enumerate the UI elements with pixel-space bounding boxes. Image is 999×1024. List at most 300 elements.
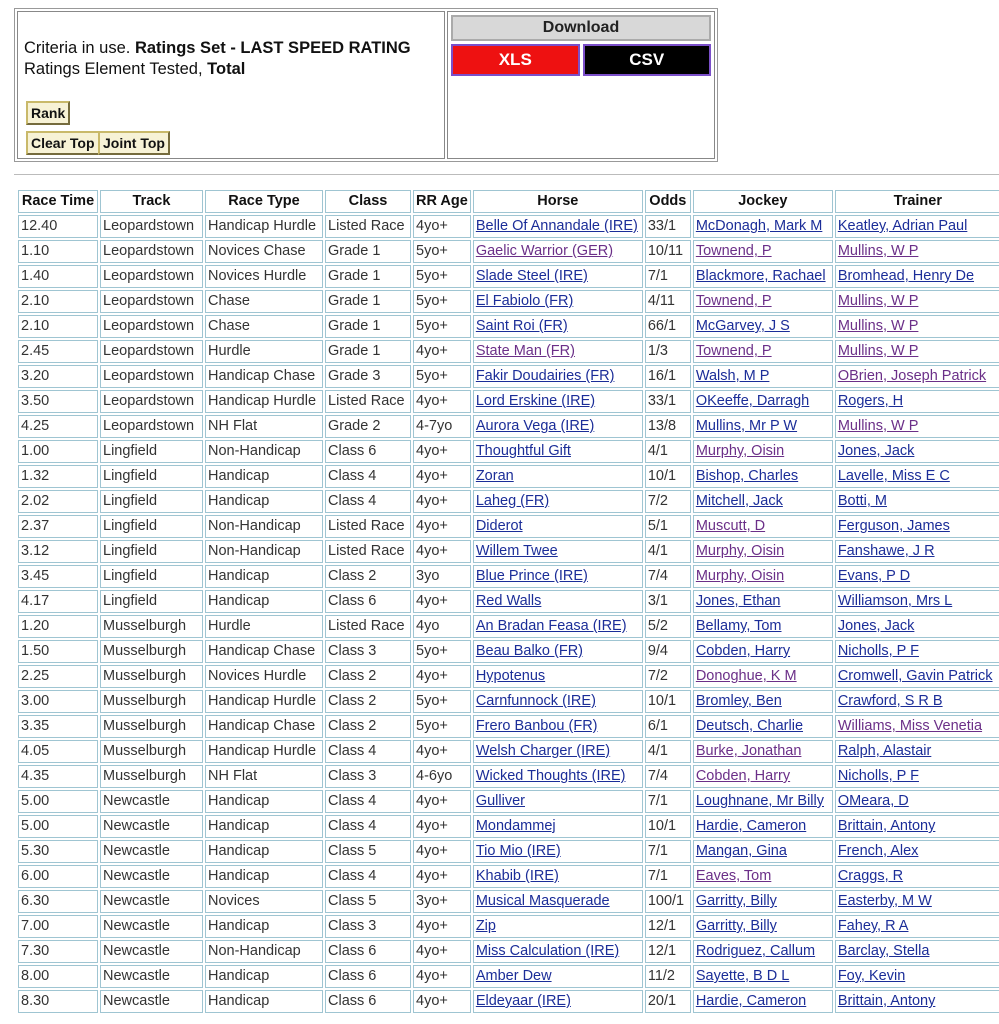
jockey-link[interactable]: Bishop, Charles: [695, 468, 799, 484]
trainer-link[interactable]: Jones, Jack: [837, 443, 915, 459]
jockey-cell: [693, 690, 833, 713]
race-type-cell: Handicap: [205, 490, 323, 513]
odds-cell: 66/1: [645, 315, 691, 338]
track-cell: Leopardstown: [100, 340, 203, 363]
jockey-link[interactable]: McDonagh, Mark M: [695, 218, 823, 234]
trainer-link[interactable]: Crawford, S R B: [837, 693, 943, 709]
jockey-link[interactable]: Mullins, Mr P W: [695, 418, 798, 434]
class-cell: Class 4: [325, 815, 411, 838]
horse-link[interactable]: Saint Roi (FR): [475, 318, 568, 334]
race-type-cell: Handicap Chase: [205, 365, 323, 388]
download-title: Download: [451, 15, 711, 41]
horse-cell: [473, 715, 643, 738]
jockey-cell: [693, 515, 833, 538]
download-box: [447, 11, 715, 159]
class-cell: Class 5: [325, 890, 411, 913]
horse-cell: [473, 565, 643, 588]
trainer-link[interactable]: Brittain, Antony: [837, 993, 936, 1009]
race-type-cell: Handicap Hurdle: [205, 690, 323, 713]
race-time-cell: 2.10: [18, 315, 98, 338]
race-time-cell: 5.00: [18, 790, 98, 813]
horse-link[interactable]: Khabib (IRE): [475, 868, 559, 884]
horse-cell: [473, 965, 643, 988]
rr-age-cell: 4yo+: [413, 665, 471, 688]
odds-cell: 1/3: [645, 340, 691, 363]
trainer-cell: [835, 315, 999, 338]
table-row: [18, 615, 999, 638]
track-cell: Leopardstown: [100, 240, 203, 263]
csv-download-button[interactable]: CSV: [583, 44, 712, 76]
track-cell: Leopardstown: [100, 215, 203, 238]
trainer-link[interactable]: Mullins, W P: [837, 418, 919, 434]
trainer-link[interactable]: Mullins, W P: [837, 318, 919, 334]
race-type-cell: Handicap: [205, 840, 323, 863]
jockey-link[interactable]: Townend, P: [695, 243, 772, 259]
track-cell: Lingfield: [100, 540, 203, 563]
jockey-link[interactable]: Hardie, Cameron: [695, 993, 807, 1009]
jockey-link[interactable]: Sayette, B D L: [695, 968, 790, 984]
horse-cell: [473, 315, 643, 338]
track-cell: Musselburgh: [100, 765, 203, 788]
xls-download-button[interactable]: XLS: [451, 44, 580, 76]
trainer-link[interactable]: Lavelle, Miss E C: [837, 468, 950, 484]
trainer-link[interactable]: OBrien, Joseph Patrick: [837, 368, 987, 384]
odds-cell: 7/4: [645, 765, 691, 788]
trainer-link[interactable]: Cromwell, Gavin Patrick: [837, 668, 993, 684]
track-cell: Newcastle: [100, 790, 203, 813]
horse-link[interactable]: Laheg (FR): [475, 493, 550, 509]
jockey-cell: [693, 990, 833, 1013]
jockey-link[interactable]: Bellamy, Tom: [695, 618, 782, 634]
trainer-link[interactable]: Williams, Miss Venetia: [837, 718, 983, 734]
table-row: [18, 590, 999, 613]
horse-link[interactable]: State Man (FR): [475, 343, 575, 359]
horse-link[interactable]: El Fabiolo (FR): [475, 293, 574, 309]
jockey-cell: [693, 365, 833, 388]
race-type-cell: Handicap: [205, 590, 323, 613]
horse-link[interactable]: Musical Masquerade: [475, 893, 610, 909]
rr-age-cell: 4yo+: [413, 590, 471, 613]
rr-age-cell: 4yo+: [413, 815, 471, 838]
race-type-cell: Hurdle: [205, 615, 323, 638]
horse-cell: [473, 640, 643, 663]
rr-age-cell: 4yo+: [413, 390, 471, 413]
race-type-cell: Handicap Hurdle: [205, 740, 323, 763]
horse-cell: [473, 990, 643, 1013]
trainer-cell: [835, 540, 999, 563]
race-type-cell: Handicap: [205, 565, 323, 588]
class-cell: Class 3: [325, 915, 411, 938]
horse-link[interactable]: Carnfunnock (IRE): [475, 693, 596, 709]
table-row: [18, 465, 999, 488]
race-time-cell: 3.45: [18, 565, 98, 588]
trainer-cell: [835, 565, 999, 588]
column-header-race-time: Race Time: [18, 190, 98, 213]
table-row: [18, 215, 999, 238]
class-cell: Class 2: [325, 715, 411, 738]
race-type-cell: Novices: [205, 890, 323, 913]
horse-link[interactable]: An Bradan Feasa (IRE): [475, 618, 627, 634]
odds-cell: 4/1: [645, 540, 691, 563]
jockey-cell: [693, 965, 833, 988]
jockey-link[interactable]: Cobden, Harry: [695, 643, 791, 659]
trainer-link[interactable]: Keatley, Adrian Paul: [837, 218, 968, 234]
trainer-cell: [835, 440, 999, 463]
trainer-link[interactable]: Rogers, H: [837, 393, 904, 409]
class-cell: Grade 1: [325, 290, 411, 313]
jockey-link[interactable]: Eaves, Tom: [695, 868, 772, 884]
trainer-link[interactable]: Mullins, W P: [837, 293, 919, 309]
jockey-cell: [693, 540, 833, 563]
race-type-cell: Handicap: [205, 965, 323, 988]
horse-cell: [473, 465, 643, 488]
race-type-cell: Handicap: [205, 990, 323, 1013]
table-row: [18, 890, 999, 913]
jockey-link[interactable]: Muscutt, D: [695, 518, 766, 534]
rr-age-cell: 4yo+: [413, 340, 471, 363]
horse-link[interactable]: Amber Dew: [475, 968, 552, 984]
class-cell: Class 2: [325, 690, 411, 713]
trainer-cell: [835, 365, 999, 388]
horse-link[interactable]: Frero Banbou (FR): [475, 718, 598, 734]
horse-link[interactable]: Hypotenus: [475, 668, 546, 684]
odds-cell: 7/1: [645, 265, 691, 288]
odds-cell: 7/2: [645, 665, 691, 688]
track-cell: Leopardstown: [100, 390, 203, 413]
race-time-cell: 6.30: [18, 890, 98, 913]
rr-age-cell: 4yo+: [413, 940, 471, 963]
horse-cell: [473, 740, 643, 763]
jockey-cell: [693, 915, 833, 938]
trainer-link[interactable]: Mullins, W P: [837, 243, 919, 259]
jockey-link[interactable]: Jones, Ethan: [695, 593, 781, 609]
jockey-link[interactable]: Bromley, Ben: [695, 693, 782, 709]
column-header-rr-age: RR Age: [413, 190, 471, 213]
track-cell: Musselburgh: [100, 740, 203, 763]
column-header-class: Class: [325, 190, 411, 213]
clear-top-button[interactable]: Clear Top: [26, 131, 100, 155]
race-type-cell: Chase: [205, 290, 323, 313]
jockey-link[interactable]: Walsh, M P: [695, 368, 770, 384]
track-cell: Newcastle: [100, 965, 203, 988]
track-cell: Musselburgh: [100, 715, 203, 738]
jockey-link[interactable]: Townend, P: [695, 293, 772, 309]
horse-cell: [473, 490, 643, 513]
trainer-link[interactable]: Craggs, R: [837, 868, 904, 884]
rr-age-cell: 4yo: [413, 615, 471, 638]
horse-link[interactable]: Aurora Vega (IRE): [475, 418, 595, 434]
odds-cell: 10/1: [645, 690, 691, 713]
ratings-set-label: Ratings Set - LAST SPEED RATING: [134, 39, 411, 57]
jockey-cell: [693, 465, 833, 488]
race-type-cell: Handicap: [205, 865, 323, 888]
race-type-cell: Hurdle: [205, 340, 323, 363]
joint-top-button[interactable]: Joint Top: [98, 131, 170, 155]
trainer-cell: [835, 765, 999, 788]
track-cell: Newcastle: [100, 815, 203, 838]
column-header-trainer: Trainer: [835, 190, 999, 213]
trainer-cell: [835, 690, 999, 713]
jockey-cell: [693, 615, 833, 638]
rr-age-cell: 4yo+: [413, 515, 471, 538]
jockey-link[interactable]: Murphy, Oisin: [695, 568, 785, 584]
table-row: [18, 490, 999, 513]
jockey-link[interactable]: Hardie, Cameron: [695, 818, 807, 834]
jockey-link[interactable]: Burke, Jonathan: [695, 743, 802, 759]
horse-link[interactable]: Gaelic Warrior (GER): [475, 243, 614, 259]
race-type-cell: NH Flat: [205, 765, 323, 788]
trainer-link[interactable]: Easterby, M W: [837, 893, 932, 909]
rr-age-cell: 4-6yo: [413, 765, 471, 788]
horse-link[interactable]: Fakir Doudairies (FR): [475, 368, 615, 384]
odds-cell: 10/1: [645, 815, 691, 838]
horse-cell: [473, 840, 643, 863]
trainer-link[interactable]: Ferguson, James: [837, 518, 950, 534]
horse-link[interactable]: Gulliver: [475, 793, 525, 809]
table-row: [18, 540, 999, 563]
horse-link[interactable]: Belle Of Annandale (IRE): [475, 218, 638, 234]
jockey-cell: [693, 440, 833, 463]
class-cell: Class 6: [325, 990, 411, 1013]
horse-cell: [473, 265, 643, 288]
horse-link[interactable]: Miss Calculation (IRE): [475, 943, 620, 959]
rr-age-cell: 4yo+: [413, 490, 471, 513]
track-cell: Leopardstown: [100, 265, 203, 288]
horse-link[interactable]: Zoran: [475, 468, 514, 484]
jockey-link[interactable]: Rodriguez, Callum: [695, 943, 816, 959]
jockey-link[interactable]: Donoghue, K M: [695, 668, 797, 684]
horse-link[interactable]: Eldeyaar (IRE): [475, 993, 571, 1009]
trainer-cell: [835, 340, 999, 363]
track-cell: Newcastle: [100, 940, 203, 963]
race-time-cell: 7.30: [18, 940, 98, 963]
jockey-cell: [693, 490, 833, 513]
trainer-link[interactable]: Botti, M: [837, 493, 887, 509]
jockey-link[interactable]: Mitchell, Jack: [695, 493, 783, 509]
trainer-link[interactable]: French, Alex: [837, 843, 919, 859]
trainer-link[interactable]: Fahey, R A: [837, 918, 909, 934]
trainer-link[interactable]: Foy, Kevin: [837, 968, 906, 984]
class-cell: Class 6: [325, 940, 411, 963]
horse-link[interactable]: Blue Prince (IRE): [475, 568, 588, 584]
class-cell: Class 6: [325, 440, 411, 463]
table-row: [18, 515, 999, 538]
jockey-cell: [693, 315, 833, 338]
jockey-link[interactable]: OKeeffe, Darragh: [695, 393, 810, 409]
horse-cell: [473, 690, 643, 713]
horse-link[interactable]: Willem Twee: [475, 543, 558, 559]
odds-cell: 4/1: [645, 740, 691, 763]
trainer-cell: [835, 615, 999, 638]
trainer-link[interactable]: Nicholls, P F: [837, 643, 919, 659]
table-header-row: [18, 190, 999, 213]
odds-cell: 12/1: [645, 940, 691, 963]
race-time-cell: 3.35: [18, 715, 98, 738]
horse-link[interactable]: Mondammej: [475, 818, 556, 834]
horse-cell: [473, 790, 643, 813]
rr-age-cell: 5yo+: [413, 690, 471, 713]
class-cell: Class 4: [325, 790, 411, 813]
jockey-link[interactable]: Cobden, Harry: [695, 768, 791, 784]
class-cell: Class 4: [325, 865, 411, 888]
trainer-cell: [835, 640, 999, 663]
trainer-link[interactable]: Bromhead, Henry De: [837, 268, 975, 284]
class-cell: Class 3: [325, 640, 411, 663]
odds-cell: 13/8: [645, 415, 691, 438]
table-body: [18, 215, 999, 1013]
trainer-link[interactable]: Mullins, W P: [837, 343, 919, 359]
rank-button[interactable]: Rank: [26, 101, 70, 125]
class-cell: Class 4: [325, 490, 411, 513]
trainer-link[interactable]: Fanshawe, J R: [837, 543, 935, 559]
jockey-link[interactable]: Murphy, Oisin: [695, 443, 785, 459]
trainer-cell: [835, 965, 999, 988]
trainer-link[interactable]: OMeara, D: [837, 793, 909, 809]
class-cell: Class 5: [325, 840, 411, 863]
rr-age-cell: 5yo+: [413, 265, 471, 288]
race-time-cell: 8.00: [18, 965, 98, 988]
race-time-cell: 4.35: [18, 765, 98, 788]
jockey-cell: [693, 340, 833, 363]
trainer-cell: [835, 790, 999, 813]
ratings-element-label: Total: [207, 60, 246, 78]
trainer-link[interactable]: Barclay, Stella: [837, 943, 930, 959]
race-time-cell: 5.00: [18, 815, 98, 838]
jockey-cell: [693, 790, 833, 813]
trainer-link[interactable]: Williamson, Mrs L: [837, 593, 953, 609]
horse-link[interactable]: Lord Erskine (IRE): [475, 393, 596, 409]
table-row: [18, 265, 999, 288]
race-type-cell: Novices Hurdle: [205, 665, 323, 688]
jockey-cell: [693, 715, 833, 738]
class-cell: Listed Race: [325, 515, 411, 538]
criteria-line2-prefix: Ratings Element Tested,: [24, 60, 208, 78]
table-row: [18, 690, 999, 713]
divider: [14, 174, 999, 175]
trainer-link[interactable]: Ralph, Alastair: [837, 743, 932, 759]
jockey-link[interactable]: Garritty, Billy: [695, 918, 777, 934]
class-cell: Grade 2: [325, 415, 411, 438]
column-header-race-type: Race Type: [205, 190, 323, 213]
horse-link[interactable]: Slade Steel (IRE): [475, 268, 588, 284]
jockey-link[interactable]: Mangan, Gina: [695, 843, 787, 859]
horse-cell: [473, 890, 643, 913]
class-cell: Class 3: [325, 765, 411, 788]
jockey-cell: [693, 840, 833, 863]
horse-cell: [473, 540, 643, 563]
rr-age-cell: 4yo+: [413, 915, 471, 938]
trainer-cell: [835, 265, 999, 288]
trainer-cell: [835, 390, 999, 413]
horse-link[interactable]: Welsh Charger (IRE): [475, 743, 611, 759]
jockey-link[interactable]: Garritty, Billy: [695, 893, 777, 909]
trainer-link[interactable]: Nicholls, P F: [837, 768, 919, 784]
table-row: [18, 340, 999, 363]
table-row: [18, 940, 999, 963]
table-row: [18, 240, 999, 263]
race-type-cell: Handicap Hurdle: [205, 215, 323, 238]
odds-cell: 7/2: [645, 490, 691, 513]
trainer-cell: [835, 240, 999, 263]
jockey-link[interactable]: Townend, P: [695, 343, 772, 359]
table-row: [18, 315, 999, 338]
race-type-cell: Handicap: [205, 790, 323, 813]
jockey-cell: [693, 815, 833, 838]
table-row: [18, 290, 999, 313]
jockey-cell: [693, 565, 833, 588]
horse-link[interactable]: Tio Mio (IRE): [475, 843, 561, 859]
table-row: [18, 365, 999, 388]
class-cell: Class 2: [325, 565, 411, 588]
horse-link[interactable]: Beau Balko (FR): [475, 643, 584, 659]
jockey-cell: [693, 290, 833, 313]
horse-link[interactable]: Diderot: [475, 518, 523, 534]
criteria-text: [24, 38, 438, 80]
jockey-link[interactable]: Murphy, Oisin: [695, 543, 785, 559]
odds-cell: 16/1: [645, 365, 691, 388]
odds-cell: 3/1: [645, 590, 691, 613]
trainer-cell: [835, 590, 999, 613]
horse-link[interactable]: Thoughtful Gift: [475, 443, 571, 459]
jockey-cell: [693, 765, 833, 788]
trainer-cell: [835, 665, 999, 688]
trainer-link[interactable]: Evans, P D: [837, 568, 911, 584]
race-time-cell: 2.25: [18, 665, 98, 688]
jockey-link[interactable]: Blackmore, Rachael: [695, 268, 826, 284]
horse-cell: [473, 590, 643, 613]
class-cell: Listed Race: [325, 615, 411, 638]
column-header-odds: Odds: [645, 190, 691, 213]
class-cell: Listed Race: [325, 215, 411, 238]
trainer-link[interactable]: Brittain, Antony: [837, 818, 936, 834]
race-type-cell: Non-Handicap: [205, 940, 323, 963]
horse-link[interactable]: Wicked Thoughts (IRE): [475, 768, 626, 784]
jockey-link[interactable]: Deutsch, Charlie: [695, 718, 804, 734]
track-cell: Musselburgh: [100, 615, 203, 638]
jockey-link[interactable]: McGarvey, J S: [695, 318, 790, 334]
track-cell: Newcastle: [100, 990, 203, 1013]
jockey-cell: [693, 665, 833, 688]
rr-age-cell: 4yo+: [413, 740, 471, 763]
table-row: [18, 840, 999, 863]
table-row: [18, 665, 999, 688]
race-type-cell: Handicap: [205, 465, 323, 488]
horse-link[interactable]: Zip: [475, 918, 496, 934]
jockey-link[interactable]: Loughnane, Mr Billy: [695, 793, 824, 809]
class-cell: Grade 3: [325, 365, 411, 388]
class-cell: Class 4: [325, 465, 411, 488]
track-cell: Lingfield: [100, 590, 203, 613]
trainer-link[interactable]: Jones, Jack: [837, 618, 915, 634]
rr-age-cell: 5yo+: [413, 315, 471, 338]
race-time-cell: 5.30: [18, 840, 98, 863]
jockey-cell: [693, 240, 833, 263]
odds-cell: 33/1: [645, 390, 691, 413]
horse-cell: [473, 940, 643, 963]
horse-link[interactable]: Red Walls: [475, 593, 542, 609]
race-time-cell: 2.10: [18, 290, 98, 313]
race-time-cell: 3.50: [18, 390, 98, 413]
rr-age-cell: 4yo+: [413, 840, 471, 863]
rr-age-cell: 5yo+: [413, 240, 471, 263]
track-cell: Musselburgh: [100, 690, 203, 713]
race-time-cell: 1.32: [18, 465, 98, 488]
horse-cell: [473, 365, 643, 388]
table-row: [18, 990, 999, 1013]
table-row: [18, 715, 999, 738]
race-type-cell: Handicap: [205, 815, 323, 838]
class-cell: Grade 1: [325, 315, 411, 338]
